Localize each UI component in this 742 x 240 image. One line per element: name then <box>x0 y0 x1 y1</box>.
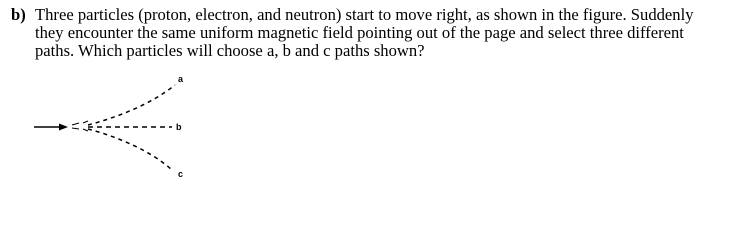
label-a: a <box>178 74 184 84</box>
path-a <box>88 85 175 125</box>
question-marker: b) <box>11 5 26 24</box>
incoming-arrow <box>34 124 68 131</box>
path-c <box>88 129 172 170</box>
question-line-1: Three particles (proton, electron, and neutron) start to move right, as shown in the figure. Suddenly <box>35 5 694 24</box>
split-ticks <box>72 121 88 131</box>
label-b: b <box>176 122 182 132</box>
question-line-2: they encounter the same uniform magnetic field pointing out of the page and select three different <box>35 23 684 42</box>
label-c: c <box>178 169 184 179</box>
question-line-3: paths. Which particles will choose a, b and c paths shown? <box>35 41 425 60</box>
